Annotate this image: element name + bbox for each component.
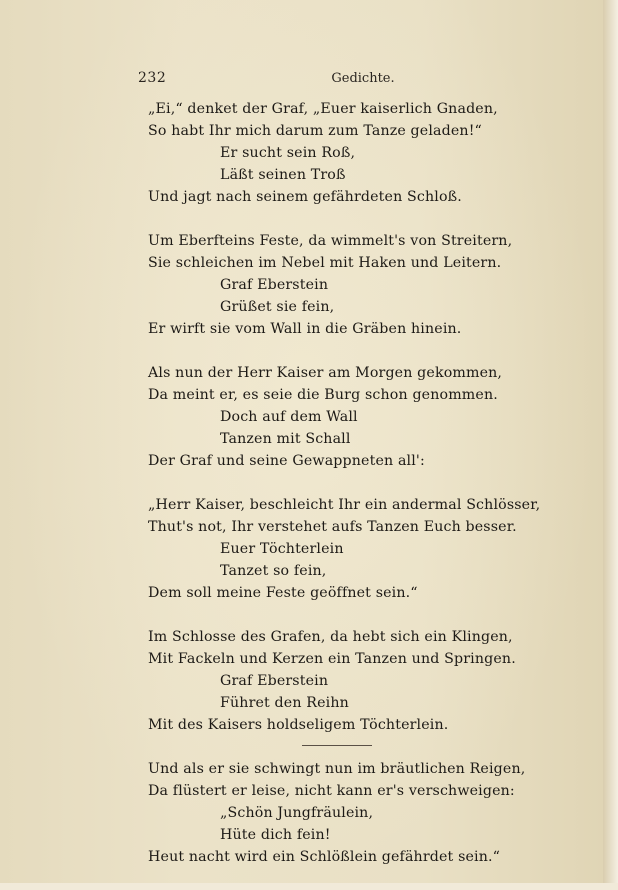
verse-line: Thut's not, Ihr verstehet aufs Tanzen Euch besser.	[148, 519, 517, 535]
verse-line: Mit Fackeln und Kerzen ein Tanzen und Springen.	[148, 651, 516, 667]
verse-line-indented: Er sucht sein Roß,	[220, 145, 356, 161]
running-title: Gedichte.	[331, 71, 395, 86]
page-edge	[603, 0, 618, 883]
verse-line: Da meint er, es seie die Burg schon genommen.	[148, 387, 498, 403]
verse-line: „Herr Kaiser, beschleicht Ihr ein andermal Schlösser,	[148, 497, 541, 513]
verse-line: Und jagt nach seinem gefährdeten Schloß.	[148, 189, 462, 205]
end-rule	[302, 745, 372, 746]
stanza	[148, 758, 540, 868]
verse-line-indented: Grüßet sie fein,	[220, 299, 335, 315]
verse-line: Als nun der Herr Kaiser am Morgen gekommen,	[148, 365, 503, 381]
verse-line-indented: Läßt seinen Troß	[220, 167, 346, 183]
verse-line: Sie schleichen im Nebel mit Haken und Leitern.	[148, 255, 502, 271]
verse-line-indented: Graf Eberstein	[220, 277, 329, 293]
page-header	[138, 70, 518, 90]
verse-line-indented: Doch auf dem Wall	[220, 409, 358, 425]
verse-line-indented: Hüte dich fein!	[220, 827, 331, 843]
verse-line: Heut nacht wird ein Schlößlein gefährdet sein.“	[148, 849, 501, 865]
verse-line-indented: Graf Eberstein	[220, 673, 329, 689]
verse-line: So habt Ihr mich darum zum Tanze geladen!“	[148, 123, 482, 139]
verse-line: Im Schlosse des Grafen, da hebt sich ein Klingen,	[148, 629, 513, 645]
verse-line: Um Eberfteins Feste, da wimmelt's von Streitern,	[148, 233, 513, 249]
verse-line: Der Graf und seine Gewappneten all':	[148, 453, 425, 469]
verse-line: Dem soll meine Feste geöffnet sein.“	[148, 585, 418, 601]
verse-line-indented: Euer Töchterlein	[220, 541, 344, 557]
stanza	[148, 362, 540, 472]
page-number: 232	[138, 70, 167, 86]
stanza	[148, 230, 540, 340]
stanza	[148, 626, 540, 736]
stanza	[148, 98, 540, 208]
stanza	[148, 494, 540, 604]
poem-body	[148, 98, 540, 890]
verse-line-indented: Führet den Reihn	[220, 695, 349, 711]
verse-line-indented: Tanzen mit Schall	[220, 431, 351, 447]
verse-line-indented: Tanzet so fein,	[220, 563, 327, 579]
verse-line: Und als er sie schwingt nun im bräutlichen Reigen,	[148, 761, 526, 777]
verse-line: Da flüstert er leise, nicht kann er's verschweigen:	[148, 783, 515, 799]
verse-line: Er wirft sie vom Wall in die Gräben hinein.	[148, 321, 462, 337]
verse-line: Mit des Kaisers holdseligem Töchterlein.	[148, 717, 449, 733]
verse-line-indented: „Schön Jungfräulein,	[220, 805, 374, 821]
verse-line: „Ei,“ denket der Graf, „Euer kaiserlich Gnaden,	[148, 101, 498, 117]
